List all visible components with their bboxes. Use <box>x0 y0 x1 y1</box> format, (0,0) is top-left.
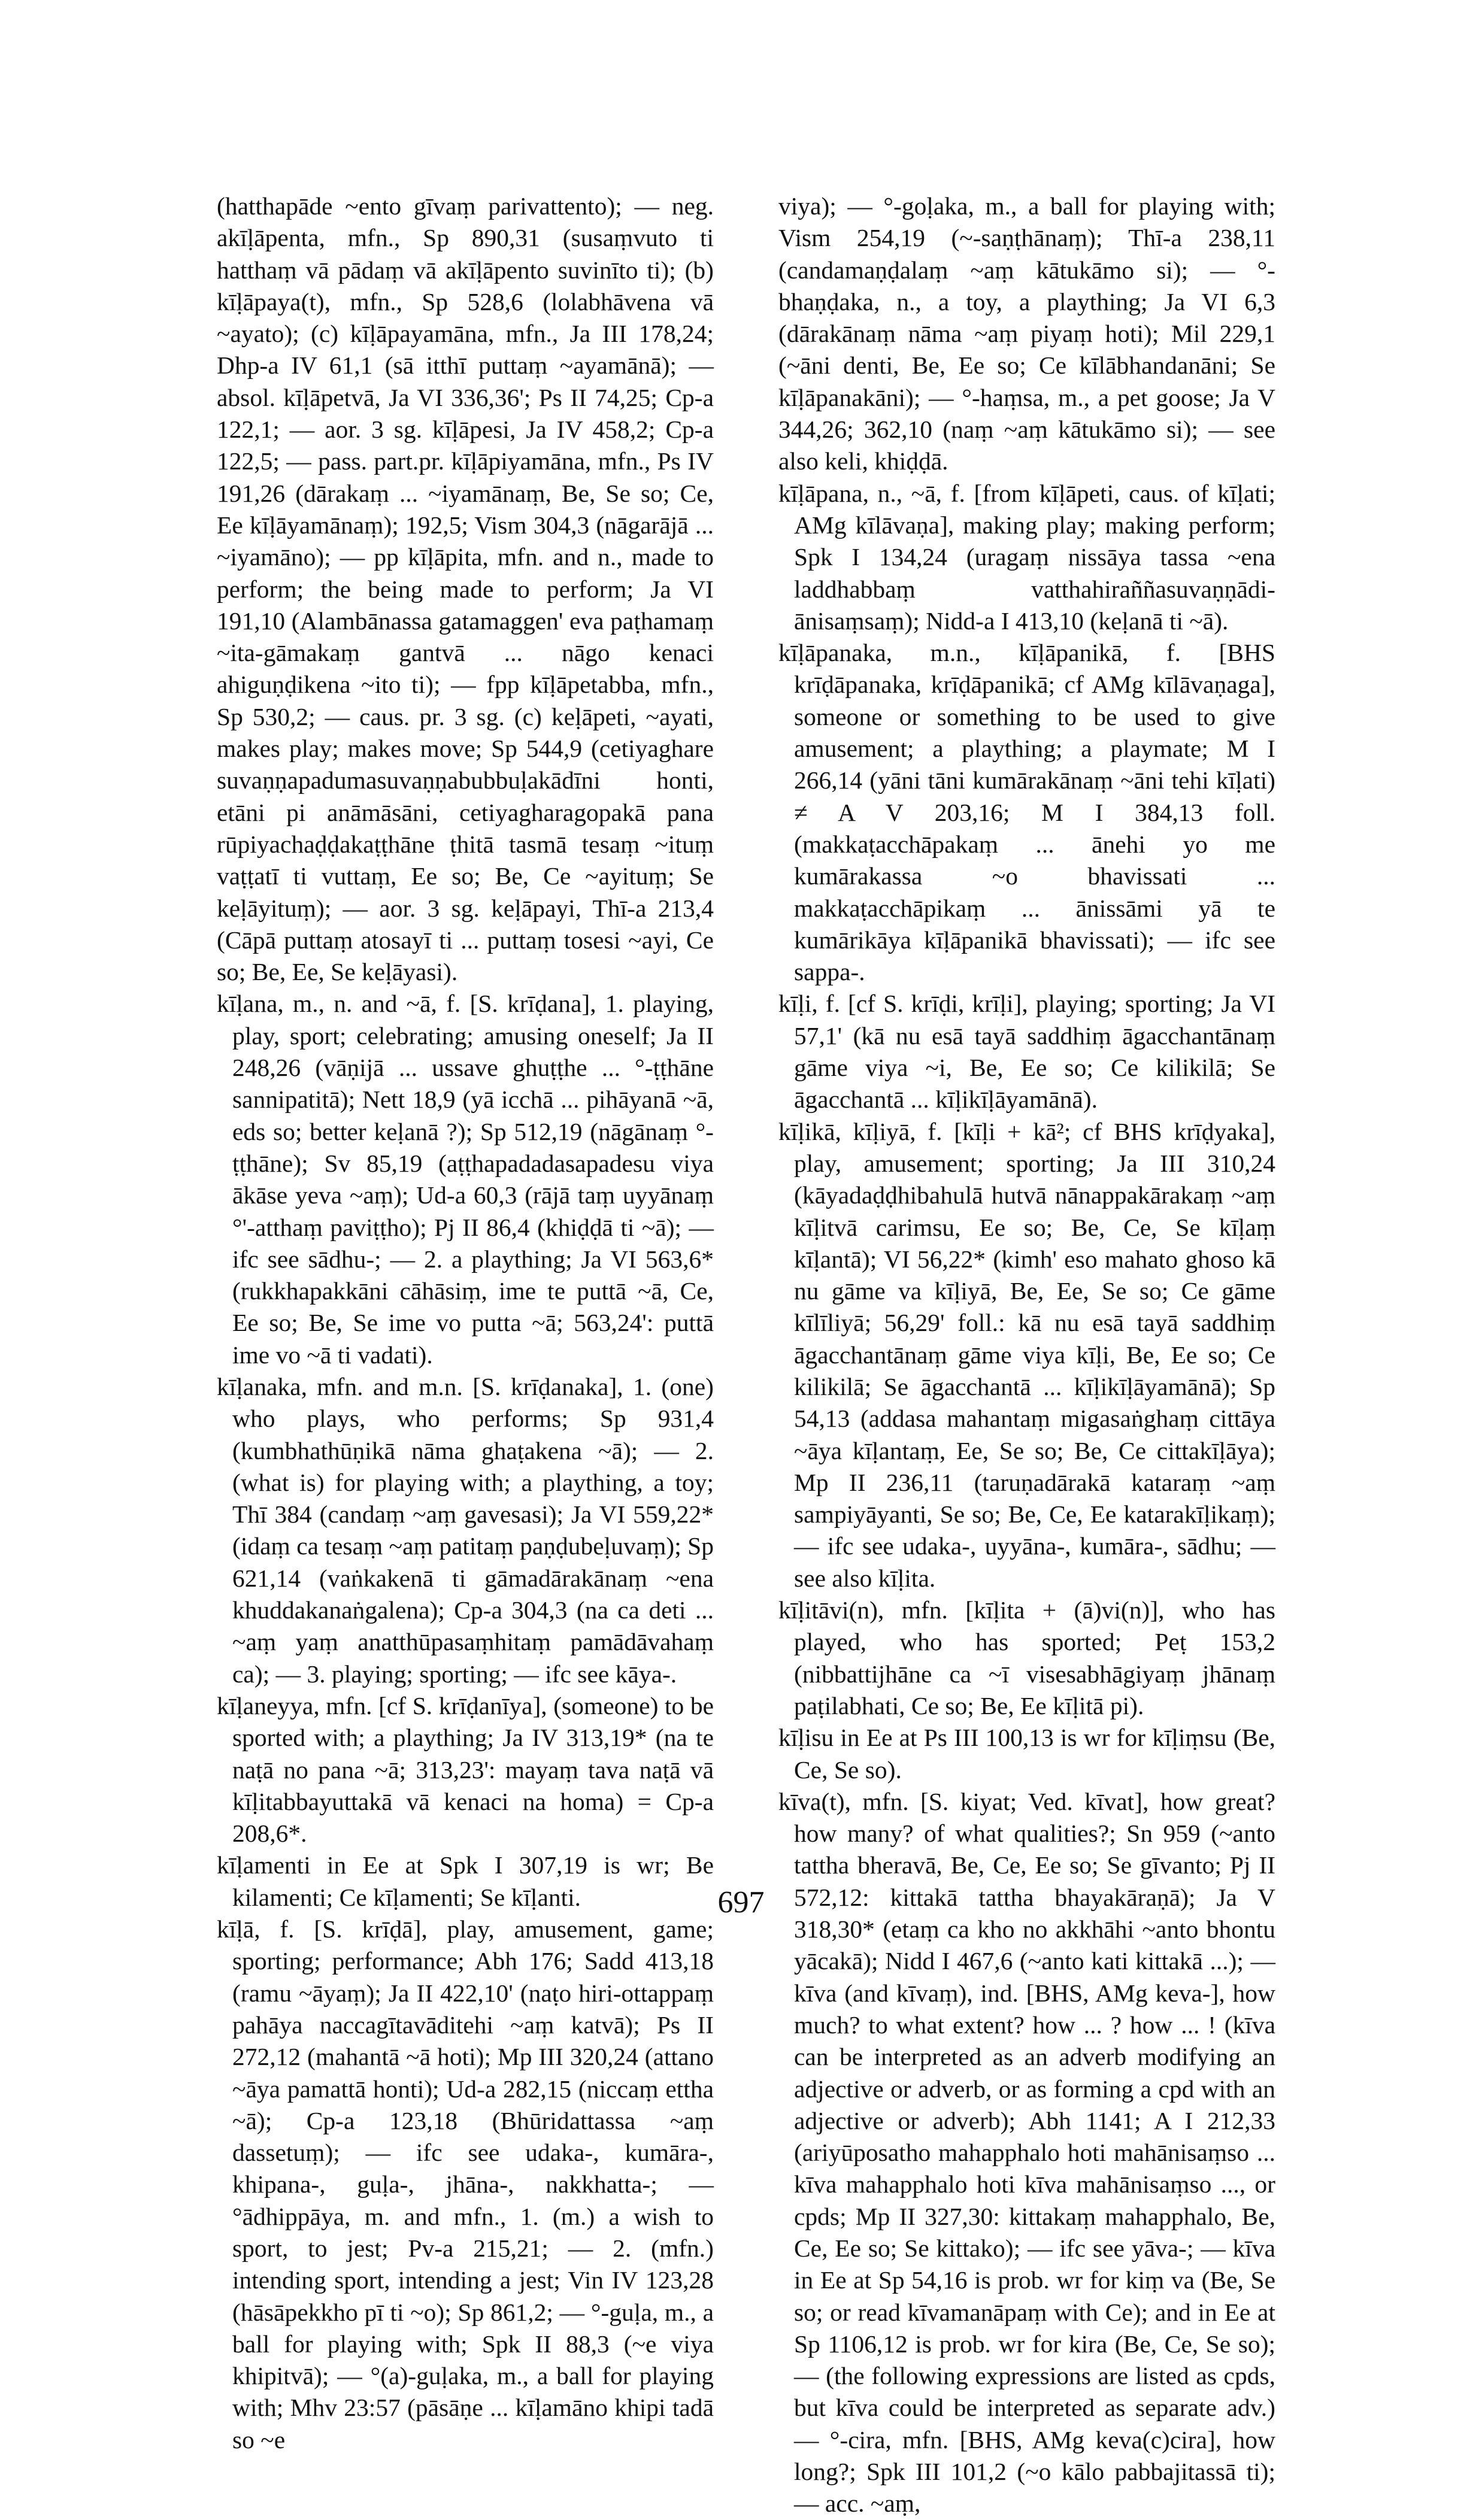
continued-entry: (hatthapāde ~ento gīvaṃ parivattento); — neg. akīḷāpenta, mfn., Sp 890,31 (susaṃvuto ti hatthaṃ vā pādaṃ vā akīḷāpento suvinīto ti); (b) kīḷāpaya(t), mfn., Sp 528,6 (lolabhāvena vā ~ayato); (c) kīḷāpayamāna, mfn., Ja III 178,24; Dhp-a IV 61,1 (sā itthī puttaṃ ~ayamānā); — absol. kīḷāpetvā, Ja VI 336,36'; Ps II 74,25; Cp-a 122,1; — aor. 3 sg. kīḷāpesi, Ja IV 458,2; Cp-a 122,5; — pass. part.pr. kīḷāpiyamāna, mfn., Ps IV 191,26 (dārakaṃ ... ~iyamānaṃ, Be, Se so; Ce, Ee kīḷāyamānaṃ); 192,5; Vism 304,3 (nāgarājā ... ~iyamāno); — pp kīḷāpita, mfn. and n., made to perform; the being made to perform; Ja VI 191,10 (Alambānassa gatamaggen' eva paṭhamaṃ ~ita-gāmakaṃ gantvā ... nāgo kenaci ahiguṇḍikena ~ito ti); — fpp kīḷāpetabba, mfn., Sp 530,2; — caus. pr. 3 sg. (c) keḷāpeti, ~ayati, makes play; makes move; Sp 544,9 (cetiyaghare suvaṇṇapadumasuvaṇṇabubbuḷakādīni honti, etāni pi anāmāsāni, cetiyagharagopakā pana rūpiyachaḍḍakaṭṭhāne ṭhitā tasmā tesaṃ ~ituṃ vaṭṭatī ti vuttaṃ, Ee so; Be, Ce ~ayituṃ; Se keḷāyituṃ); — aor. 3 sg. keḷāpayi, Thī-a 213,4 (Cāpā puttaṃ atosayī ti ... puttaṃ tosesi ~ayi, Ce so; Be, Ee, Se keḷāyasi). <box>217 192 714 986</box>
dictionary-entry: kīva(t), mfn. [S. kiyat; Ved. kīvat], how great? how many? of what qualities?; Sn 959 (~anto tattha bheravā, Be, Ce, Ee so; Se gīvanto; Pj II 572,12: kittakā tattha bhayakāraṇā); Ja V 318,30* (etaṃ ca kho no akkhāhi ~anto bhontu yācakā); Nidd I 467,6 (~anto kati kittakā ...); — kīva (and kīvaṃ), ind. [BHS, AMg keva-], how much? to what extent? how ... ? how ... ! (kīva can be interpreted as an adverb modifying an adjective or adverb, or as forming a cpd with an adjective or adverb); Abh 1141; A I 212,33 (ariyūposatho mahapphalo hoti mahānisaṃso ... kīva mahapphalo hoti kīva mahānisaṃso ..., or cpds; Mp II 327,30: kittakaṃ mahapphalo, Be, Ce, Ee so; Se kittako); — ifc see yāva-; — kīva in Ee at Sp 54,16 is prob. wr for kiṃ va (Be, Se so; or read kīvamanāpaṃ with Ce); and in Ee at Sp 1106,12 is prob. wr for kira (Be, Ce, Se so); — (the following expressions are listed as cpds, but kīva could be interpreted as separate adv.) — °-cira, mfn. [BHS, AMg keva(c)cira], how long?; Spk III 101,2 (~o kālo pabbajitassā ti); — acc. ~aṃ, <box>778 1787 1275 2518</box>
dictionary-entry: kīḷāpanaka, m.n., kīḷāpanikā, f. [BHS krīḍāpanaka, krīḍāpanikā; cf AMg kīlāvaṇaga], someone or something to be used to give amusement; a plaything; a playmate; M I 266,14 (yāni tāni kumārakānaṃ ~āni tehi kīḷati) ≠ A V 203,16; M I 384,13 foll. (makkaṭacchāpakaṃ ... ānehi yo me kumārakassa ~o bhavissati ... makkaṭacchāpikaṃ ... ānissāmi yā te kumārikāya kīḷāpanikā bhavissati); — ifc see sappa-. <box>778 639 1275 986</box>
continued-entry: viya); — °-goḷaka, m., a ball for playing with; Vism 254,19 (~-saṇṭhānaṃ); Thī-a 238,11 (candamaṇḍalaṃ ~aṃ kātukāmo si); — °-bhaṇḍaka, n., a toy, a plaything; Ja VI 6,3 (dārakānaṃ nāma ~aṃ piyaṃ hoti); Mil 229,1 (~āni denti, Be, Ee so; Ce kīlābhandanāni; Se kīḷāpanakāni); — °-haṃsa, m., a pet goose; Ja V 344,26; 362,10 (naṃ ~aṃ kātukāmo si); — see also keli, khiḍḍā. <box>778 192 1275 475</box>
dictionary-entry: kīḷisu in Ee at Ps III 100,13 is wr for kīḷiṃsu (Be, Ce, Se so). <box>778 1724 1275 1784</box>
dictionary-entry: kīḷaneyya, mfn. [cf S. krīḍanīya], (someone) to be sported with; a plaything; Ja IV 313,19* (na te naṭā no pana ~ā; 313,23': mayaṃ tava naṭā vā kīḷitabbayuttakā vā kenaci na homa) = Cp-a 208,6*. <box>217 1691 714 1848</box>
dictionary-entry: kīḷikā, kīḷiyā, f. [kīḷi + kā²; cf BHS krīḍyaka], play, amusement; sporting; Ja III 310,24 (kāyadaḍḍhibahulā hutvā nānappakārakaṃ ~aṃ kīḷitvā carimsu, Ee so; Be, Ce, Se kīḷaṃ kīḷantā); VI 56,22* (kimh' eso mahato ghoso kā nu gāme va kīḷiyā, Be, Ee, Se so; Ce gāme kīlīliyā; 56,29' foll.: kā nu esā tayā saddhiṃ āgacchantānaṃ gāme viya kīḷi, Be, Ee so; Ce kilikilā; Se āgacchantā ... kīḷikīḷāyamānā); Sp 54,13 (addasa mahantaṃ migasaṅghaṃ cittāya ~āya kīḷantaṃ, Ee, Se so; Be, Ce cittakīḷāya); Mp II 236,11 (taruṇadārakā kataraṃ ~aṃ sampiyāyanti, Se so; Be, Ce, Ee katarakīḷikaṃ); — ifc see udaka-, uyyāna-, kumāra-, sādhu; — see also kīḷita. <box>778 1117 1275 1592</box>
dictionary-entry: kīḷamenti in Ee at Spk I 307,19 is wr; Be kilamenti; Ce kīḷamenti; Se kīḷanti. <box>217 1851 714 1911</box>
right-column <box>778 190 1275 2520</box>
dictionary-entry: kīḷana, m., n. and ~ā, f. [S. krīḍana], 1. playing, play, sport; celebrating; amusing oneself; Ja II 248,26 (vāṇijā ... ussave ghuṭṭhe ... °-ṭṭhāne sannipatitā); Nett 18,9 (yā icchā ... pihāyanā ~ā, eds so; better keḷanā ?); Sp 512,19 (nāgānaṃ °-ṭṭhāne); Sv 85,19 (aṭṭhapadadasapadesu viya ākāse yeva ~aṃ); Ud-a 60,3 (rājā taṃ uyyānaṃ °'-atthaṃ paviṭṭho); Pj II 86,4 (khiḍḍā ti ~ā); — ifc see sādhu-; — 2. a plaything; Ja VI 563,6* (rukkhapakkāni cāhāsiṃ, ime te puttā ~ā, Ce, Ee so; Be, Se ime vo putta ~ā; 563,24': puttā ime vo ~ā ti vadati). <box>217 990 714 1369</box>
dictionary-entry: kīḷanaka, mfn. and m.n. [S. krīḍanaka], 1. (one) who plays, who performs; Sp 931,4 (kumbhathūṇikā nāma ghaṭakena ~ā); — 2. (what is) for playing with; a plaything, a toy; Thī 384 (candaṃ ~aṃ gavesasi); Ja VI 559,22* (idaṃ ca tesaṃ ~aṃ patitaṃ paṇḍubeḷuvaṃ); Sp 621,14 (vaṅkakenā ti gāmadārakānaṃ ~ena khuddakanaṅgalena); Cp-a 304,3 (na ca deti ... ~aṃ yaṃ anatthūpasaṃhitaṃ pamādāvahaṃ ca); — 3. playing; sporting; — ifc see kāya-. <box>217 1372 714 1688</box>
dictionary-entry: kīḷitāvi(n), mfn. [kīḷita + (ā)vi(n)], who has played, who has sported; Peṭ 153,2 (nibbattijhāne ca ~ī visesabhāgiyaṃ jhānaṃ paṭilabhati, Ce so; Be, Ee kīḷitā pi). <box>778 1596 1275 1720</box>
dictionary-entry: kīḷi, f. [cf S. krīḍi, krīḷi], playing; sporting; Ja VI 57,1' (kā nu esā tayā saddhiṃ āgacchantānaṃ gāme viya ~i, Be, Ee so; Ce kilikilā; Se āgacchantā ... kīḷikīḷāyamānā). <box>778 990 1275 1114</box>
left-column <box>217 190 714 2456</box>
dictionary-entry: kīḷāpana, n., ~ā, f. [from kīḷāpeti, caus. of kīḷati; AMg kīlāvaṇa], making play; making perform; Spk I 134,24 (uragaṃ nissāya tassa ~ena laddhabbaṃ vatthahiraññasuvaṇṇādi-ānisaṃsaṃ); Nidd-a I 413,10 (keḷanā ti ~ā). <box>778 479 1275 635</box>
dictionary-entry: kīḷā, f. [S. krīḍā], play, amusement, game; sporting; performance; Abh 176; Sadd 413,18 (ramu ~āyaṃ); Ja II 422,10' (naṭo hiri-ottappaṃ pahāya naccagītavāditehi ~aṃ katvā); Ps II 272,12 (mahantā ~ā hoti); Mp III 320,24 (attano ~āya pamattā honti); Ud-a 282,15 (niccaṃ ettha ~ā); Cp-a 123,18 (Bhūridattassa ~aṃ dassetuṃ); — ifc see udaka-, kumāra-, khipana-, guḷa-, jhāna-, nakkhatta-; — °ādhippāya, m. and mfn., 1. (m.) a wish to sport, to jest; Pv-a 215,21; — 2. (mfn.) intending sport, intending a jest; Vin IV 123,28 (hāsāpekkho pī ti ~o); Sp 861,2; — °-guḷa, m., a ball for playing with; Spk II 88,3 (~e viya khipitvā); — °(a)-guḷaka, m., a ball for playing with; Mhv 23:57 (pāsāṇe ... kīḷamāno khipi tadā so ~e <box>217 1915 714 2454</box>
page-number: 697 <box>717 1885 765 1919</box>
